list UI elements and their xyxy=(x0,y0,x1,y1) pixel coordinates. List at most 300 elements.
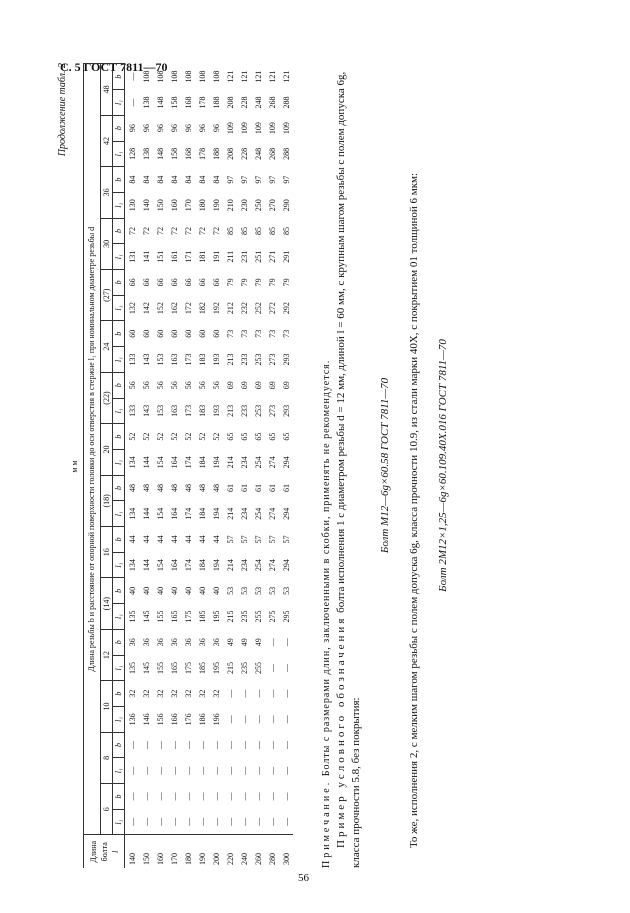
subheader-b: b xyxy=(113,218,125,244)
table-cell: — xyxy=(183,741,193,750)
table-cell: — xyxy=(169,766,179,775)
table-cell: 44 xyxy=(197,535,207,544)
table-cell: 154 xyxy=(155,559,165,572)
table-cell: 32 xyxy=(197,689,207,698)
table-cell: 96 xyxy=(211,124,221,133)
table-cell: 44 xyxy=(141,535,151,544)
table-cell: 294 xyxy=(281,559,291,572)
table-cell: 69 xyxy=(253,381,263,390)
bolt-length-cell: 300 xyxy=(279,835,293,868)
table-cell: 60 xyxy=(197,329,207,338)
table-cell: 235 xyxy=(239,661,249,674)
table-cell: — xyxy=(225,689,235,698)
table-cell: 65 xyxy=(239,432,249,441)
table-cell: 79 xyxy=(267,278,277,287)
table-cell: 193 xyxy=(211,353,221,366)
table-cell: 231 xyxy=(239,250,249,263)
diameter-header-row xyxy=(101,64,113,869)
subheader-l1: l₁ xyxy=(113,501,125,527)
table-cell: 32 xyxy=(155,689,165,698)
table-cell: 52 xyxy=(169,432,179,441)
table-cell: 72 xyxy=(127,226,137,235)
table-cell: 213 xyxy=(225,353,235,366)
table-cell: 291 xyxy=(281,250,291,263)
table-cell: 96 xyxy=(169,124,179,133)
table-cell: 210 xyxy=(225,199,235,212)
diameter-header: (18) xyxy=(101,475,113,526)
table-cell: 178 xyxy=(197,147,207,160)
subheader-l1: l₁ xyxy=(113,90,125,116)
table-cell: — xyxy=(211,741,221,750)
table-cell: 214 xyxy=(225,507,235,520)
page-header: С. 5 ГОСТ 7811—70 xyxy=(60,60,168,74)
table-cell: 40 xyxy=(155,586,165,595)
table-cell: 184 xyxy=(197,559,207,572)
subheader-l1: l₁ xyxy=(113,706,125,732)
table-cell: 60 xyxy=(169,329,179,338)
table-cell: 195 xyxy=(211,661,221,674)
table-cell: — xyxy=(127,72,137,81)
table-cell: 182 xyxy=(197,302,207,315)
table-cell: 79 xyxy=(253,278,263,287)
subheader-l1: l₁ xyxy=(113,552,125,578)
table-cell: 163 xyxy=(169,353,179,366)
table-cell: — xyxy=(197,741,207,750)
diameter-header: 10 xyxy=(101,681,113,732)
table-row xyxy=(167,64,181,869)
table-cell: 208 xyxy=(225,147,235,160)
subheader-b: b xyxy=(113,732,125,758)
table-cell: 255 xyxy=(253,610,263,623)
bolt-length-cell: 160 xyxy=(153,835,167,868)
table-row xyxy=(223,64,237,869)
table-cell: 145 xyxy=(141,610,151,623)
table-cell: 48 xyxy=(155,484,165,493)
diameter-header: (22) xyxy=(101,372,113,423)
table-cell: 155 xyxy=(155,661,165,674)
table-cell: 48 xyxy=(183,484,193,493)
table-cell: 108 xyxy=(141,70,151,83)
table-cell: — xyxy=(127,766,137,775)
table-cell: 140 xyxy=(141,199,151,212)
table-cell: 181 xyxy=(197,250,207,263)
table-cell: 142 xyxy=(141,302,151,315)
table-cell: 235 xyxy=(239,610,249,623)
table-cell: 69 xyxy=(281,381,291,390)
table-cell: — xyxy=(281,715,291,724)
table-cell: 56 xyxy=(127,381,137,390)
table-row xyxy=(139,64,153,869)
table-cell: 56 xyxy=(197,381,207,390)
table-cell: — xyxy=(281,638,291,647)
table-cell: 132 xyxy=(127,302,137,315)
table-cell: 161 xyxy=(169,250,179,263)
table-cell: 174 xyxy=(183,456,193,469)
table-cell: 232 xyxy=(239,302,249,315)
table-cell: 109 xyxy=(267,122,277,135)
table-cell: 97 xyxy=(281,175,291,184)
table-cell: — xyxy=(225,817,235,826)
table-cell: 65 xyxy=(281,432,291,441)
table-cell: 143 xyxy=(141,353,151,366)
table-cell: 48 xyxy=(169,484,179,493)
table-cell: 66 xyxy=(127,278,137,287)
table-cell: 53 xyxy=(281,586,291,595)
table-cell: — xyxy=(141,817,151,826)
table-cell: — xyxy=(197,766,207,775)
table-cell: 268 xyxy=(267,147,277,160)
bolt-length-cell: 190 xyxy=(195,835,209,868)
table-cell: 248 xyxy=(253,147,263,160)
table-cell: 254 xyxy=(253,456,263,469)
table-cell: 190 xyxy=(211,199,221,212)
table-cell: 44 xyxy=(127,535,137,544)
note-text: Болты с размерами длин, заключенными в скобки, применять не рекомендуется. xyxy=(321,359,332,777)
subheader-b: b xyxy=(113,629,125,655)
table-cell: 233 xyxy=(239,353,249,366)
table-cell: 128 xyxy=(127,147,137,160)
table-cell: 32 xyxy=(127,689,137,698)
second-example-paragraph: То же, исполнения 2, с мелким шагом резьбы с полем допуска 6g, класса прочности 10.9, из стали марки 40Х, с покрытием 01 толщиной 6 мкм: xyxy=(408,172,420,848)
table-cell: 170 xyxy=(183,199,193,212)
table-cell: 66 xyxy=(211,278,221,287)
table-cell: 44 xyxy=(183,535,193,544)
table-cell: 293 xyxy=(281,404,291,417)
table-cell: 131 xyxy=(127,250,137,263)
page-number: 56 xyxy=(298,872,309,884)
table-cell: 254 xyxy=(253,559,263,572)
main-header: Длина резьбы b и расстояние от опорной поверхности головки до оси отверстия в стержне l₁ при номинальном диаметре резьбы d xyxy=(84,64,101,836)
table-cell: 153 xyxy=(155,353,165,366)
table-cell: 40 xyxy=(183,586,193,595)
table-cell: 164 xyxy=(169,559,179,572)
table-cell: 85 xyxy=(253,226,263,235)
table-cell: 184 xyxy=(197,456,207,469)
table-cell: 171 xyxy=(183,250,193,263)
table-cell: 180 xyxy=(197,199,207,212)
table-cell: 273 xyxy=(267,404,277,417)
table-cell: 145 xyxy=(141,661,151,674)
table-cell: — xyxy=(281,792,291,801)
table-cell: 121 xyxy=(253,70,263,83)
table-body xyxy=(125,64,294,869)
table-cell: 108 xyxy=(183,70,193,83)
table-cell: 134 xyxy=(127,456,137,469)
subheader-l1: l₁ xyxy=(113,244,125,270)
table-cell: 44 xyxy=(211,535,221,544)
table-cell: 65 xyxy=(267,432,277,441)
table-cell: — xyxy=(141,766,151,775)
table-cell: 49 xyxy=(239,638,249,647)
table-cell: 52 xyxy=(127,432,137,441)
table-cell: 272 xyxy=(267,302,277,315)
table-cell: 61 xyxy=(281,484,291,493)
table-row xyxy=(237,64,251,869)
table-cell: 194 xyxy=(211,507,221,520)
table-cell: 130 xyxy=(127,199,137,212)
table-cell: 121 xyxy=(281,70,291,83)
table-cell: — xyxy=(253,741,263,750)
table-cell: 192 xyxy=(211,302,221,315)
table-cell: 96 xyxy=(183,124,193,133)
table-cell: — xyxy=(211,766,221,775)
table-cell: 134 xyxy=(127,507,137,520)
table-cell: 133 xyxy=(127,404,137,417)
stub-symbol: l xyxy=(110,850,120,853)
table-cell: 72 xyxy=(155,226,165,235)
table-cell: — xyxy=(225,766,235,775)
subheader-b: b xyxy=(113,527,125,553)
table-cell: 121 xyxy=(225,70,235,83)
table-row xyxy=(125,64,140,869)
table-cell: — xyxy=(267,663,277,672)
table-cell: 150 xyxy=(155,199,165,212)
table-cell: 96 xyxy=(141,124,151,133)
table-cell: 84 xyxy=(127,175,137,184)
table-cell: 133 xyxy=(127,353,137,366)
table-cell: — xyxy=(197,792,207,801)
table-cell: 164 xyxy=(169,507,179,520)
table-cell: 234 xyxy=(239,559,249,572)
table-cell: 97 xyxy=(225,175,235,184)
table-cell: 109 xyxy=(225,122,235,135)
table-cell: 72 xyxy=(197,226,207,235)
table-cell: 56 xyxy=(183,381,193,390)
table-cell: 274 xyxy=(267,559,277,572)
table-cell: 72 xyxy=(169,226,179,235)
diameter-header: 30 xyxy=(101,218,113,269)
subheader-l1: l₁ xyxy=(113,141,125,167)
table-cell: 160 xyxy=(169,199,179,212)
table-cell: 251 xyxy=(253,250,263,263)
table-cell: 60 xyxy=(183,329,193,338)
table-cell: 144 xyxy=(141,559,151,572)
table-cell: — xyxy=(239,817,249,826)
table-cell: 293 xyxy=(281,353,291,366)
table-cell: 233 xyxy=(239,404,249,417)
table-row xyxy=(153,64,167,869)
table-cell: — xyxy=(239,792,249,801)
table-cell: 40 xyxy=(197,586,207,595)
table-row xyxy=(279,64,293,869)
table-cell: 32 xyxy=(183,689,193,698)
table-cell: 172 xyxy=(183,302,193,315)
table-cell: 136 xyxy=(127,713,137,726)
table-cell: 208 xyxy=(225,96,235,109)
units-label: мм xyxy=(70,458,79,473)
table-cell: 52 xyxy=(183,432,193,441)
table-cell: — xyxy=(239,741,249,750)
table-cell: 234 xyxy=(239,456,249,469)
table-cell: 56 xyxy=(155,381,165,390)
table-cell: 188 xyxy=(211,147,221,160)
designation-2: Болт 2М12×1,25—6g×60.109.40Х.016 ГОСТ 7811—70 xyxy=(437,339,449,592)
table-cell: 52 xyxy=(197,432,207,441)
table-cell: 175 xyxy=(183,661,193,674)
table-cell: 73 xyxy=(239,329,249,338)
table-caption: Продолжение табл. 2 xyxy=(57,63,68,157)
table-cell: 53 xyxy=(253,586,263,595)
table-cell: 65 xyxy=(253,432,263,441)
table-cell: 196 xyxy=(211,713,221,726)
table-cell: 56 xyxy=(141,381,151,390)
table-cell: 252 xyxy=(253,302,263,315)
table-cell: 69 xyxy=(239,381,249,390)
table-cell: 141 xyxy=(141,250,151,263)
subheader-b: b xyxy=(113,64,125,90)
table-cell: 188 xyxy=(211,96,221,109)
table-cell: 60 xyxy=(141,329,151,338)
table-cell: — xyxy=(267,792,277,801)
table-cell: — xyxy=(225,715,235,724)
subheader-l1: l₁ xyxy=(113,604,125,630)
table-cell: — xyxy=(267,689,277,698)
table-cell: — xyxy=(239,689,249,698)
table-cell: 273 xyxy=(267,353,277,366)
table-cell: 49 xyxy=(225,638,235,647)
table-cell: 214 xyxy=(225,559,235,572)
table-cell: 254 xyxy=(253,507,263,520)
table-cell: — xyxy=(155,766,165,775)
subheader-l1: l₁ xyxy=(113,347,125,373)
diameter-header: 12 xyxy=(101,629,113,680)
subheader-b: b xyxy=(113,270,125,296)
table-cell: 288 xyxy=(281,96,291,109)
table-cell: 72 xyxy=(141,226,151,235)
subheader-b: b xyxy=(113,681,125,707)
table-cell: 61 xyxy=(225,484,235,493)
table-cell: — xyxy=(239,766,249,775)
table-cell: — xyxy=(253,715,263,724)
table-cell: 44 xyxy=(155,535,165,544)
table-cell: 69 xyxy=(225,381,235,390)
table-row xyxy=(195,64,209,869)
table-cell: — xyxy=(155,817,165,826)
table-cell: — xyxy=(267,817,277,826)
table-cell: 185 xyxy=(197,661,207,674)
table-cell: 162 xyxy=(169,302,179,315)
table-cell: 183 xyxy=(197,404,207,417)
subheader-b: b xyxy=(113,578,125,604)
table-cell: — xyxy=(267,715,277,724)
table-cell: 230 xyxy=(239,199,249,212)
diameter-header: 20 xyxy=(101,424,113,475)
table-cell: 168 xyxy=(183,147,193,160)
table-cell: 40 xyxy=(141,586,151,595)
table-cell: 32 xyxy=(211,689,221,698)
table-cell: 184 xyxy=(197,507,207,520)
diameter-header: 16 xyxy=(101,527,113,578)
table-cell: 290 xyxy=(281,199,291,212)
table-cell: 144 xyxy=(141,507,151,520)
bolt-length-cell: 220 xyxy=(223,835,237,868)
table-cell: 154 xyxy=(155,456,165,469)
table-cell: — xyxy=(127,98,137,107)
example-text: болта исполнения 1 с диаметром резьбы d = 12 мм, длиной l = 60 мм, с крупным шагом резьбы с полем допуска 6g, класса прочности 5.8, без покрытия: xyxy=(335,71,362,868)
table-cell: 40 xyxy=(211,586,221,595)
table-cell: 84 xyxy=(169,175,179,184)
table-cell: 72 xyxy=(211,226,221,235)
table-cell: 109 xyxy=(253,122,263,135)
table-cell: — xyxy=(169,792,179,801)
table-cell: 40 xyxy=(169,586,179,595)
subheader-l1: l₁ xyxy=(113,758,125,784)
table-cell: 84 xyxy=(141,175,151,184)
rotated-content xyxy=(57,63,617,868)
table-cell: 108 xyxy=(169,70,179,83)
table-cell: 176 xyxy=(183,713,193,726)
table-cell: 66 xyxy=(169,278,179,287)
table-cell: 294 xyxy=(281,507,291,520)
table-row xyxy=(251,64,265,869)
table-cell: 73 xyxy=(281,329,291,338)
table-cell: 253 xyxy=(253,353,263,366)
table-cell: 152 xyxy=(155,302,165,315)
table-cell: — xyxy=(155,741,165,750)
table-cell: 85 xyxy=(239,226,249,235)
table-cell: — xyxy=(281,663,291,672)
table-cell: 215 xyxy=(225,661,235,674)
table-cell: 52 xyxy=(141,432,151,441)
subheader-b: b xyxy=(113,167,125,193)
table-cell: — xyxy=(281,817,291,826)
table-cell: 56 xyxy=(211,381,221,390)
table-cell: 40 xyxy=(127,586,137,595)
table-cell: 138 xyxy=(141,96,151,109)
subheader-l1: l₁ xyxy=(113,192,125,218)
designation-1: Болт М12—6g×60.58 ГОСТ 7811—70 xyxy=(379,377,391,554)
table-cell: 214 xyxy=(225,456,235,469)
table-cell: 57 xyxy=(239,535,249,544)
table-cell: 155 xyxy=(155,610,165,623)
table-cell: 135 xyxy=(127,661,137,674)
table-cell: 295 xyxy=(281,610,291,623)
table-cell: 165 xyxy=(169,610,179,623)
table-cell: 193 xyxy=(211,404,221,417)
diameter-header: 6 xyxy=(101,784,113,835)
table-cell: — xyxy=(225,792,235,801)
bolt-length-cell: 140 xyxy=(125,835,140,868)
table-cell: 253 xyxy=(253,404,263,417)
table-cell: 108 xyxy=(155,70,165,83)
table-cell: 61 xyxy=(239,484,249,493)
table-cell: — xyxy=(267,741,277,750)
table-cell: 48 xyxy=(141,484,151,493)
table-cell: — xyxy=(169,817,179,826)
diameter-header: 8 xyxy=(101,732,113,783)
table-cell: 57 xyxy=(267,535,277,544)
table-cell: 183 xyxy=(197,353,207,366)
table-cell: 194 xyxy=(211,559,221,572)
table-cell: 52 xyxy=(155,432,165,441)
table-cell: 57 xyxy=(225,535,235,544)
table-cell: — xyxy=(267,766,277,775)
table-cell: 72 xyxy=(183,226,193,235)
table-cell: 84 xyxy=(197,175,207,184)
table-cell: — xyxy=(211,792,221,801)
table-cell: 121 xyxy=(239,70,249,83)
table-cell: 234 xyxy=(239,507,249,520)
table-cell: 48 xyxy=(197,484,207,493)
table-cell: 194 xyxy=(211,456,221,469)
table-cell: — xyxy=(225,741,235,750)
table-cell: — xyxy=(127,741,137,750)
table-cell: 79 xyxy=(239,278,249,287)
table-cell: 215 xyxy=(225,610,235,623)
table-cell: 32 xyxy=(141,689,151,698)
table-cell: 156 xyxy=(155,713,165,726)
table-cell: 228 xyxy=(239,147,249,160)
